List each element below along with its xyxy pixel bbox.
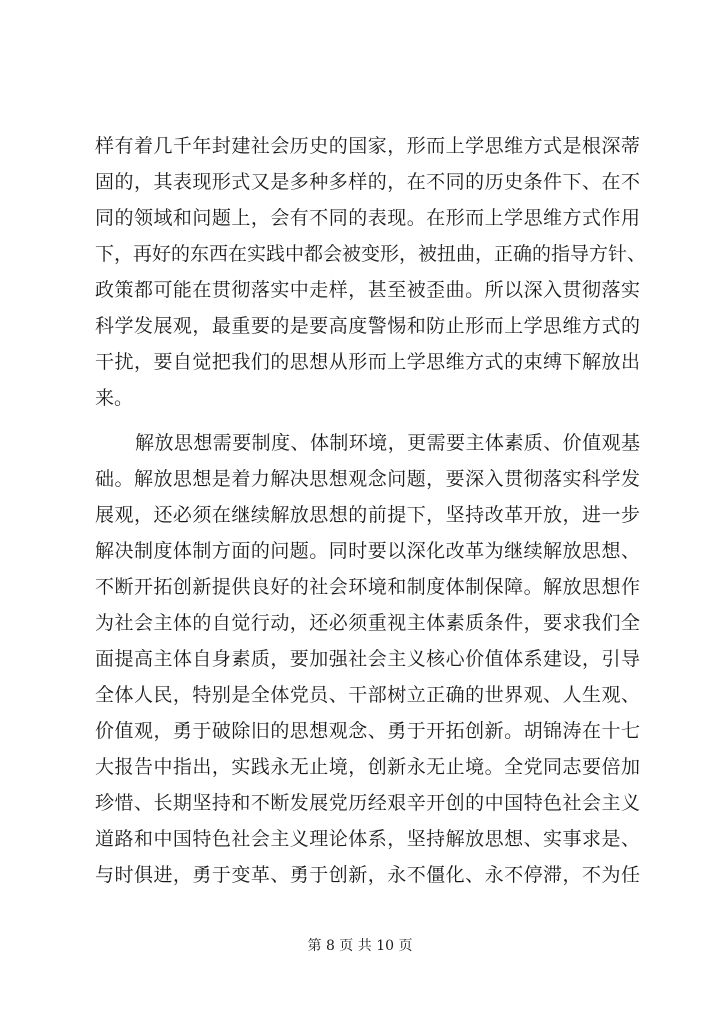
text-line: 展观，还必须在继续解放思想的前提下，坚持改革开放，进一步 xyxy=(95,504,640,526)
text-line: 道路和中国特色社会主义理论体系，坚持解放思想、实事求是、 xyxy=(95,828,640,850)
text-line: 干扰，要自觉把我们的思想从形而上学思维方式的束缚下解放出 xyxy=(95,351,640,373)
text-line: 下，再好的东西在实践中都会被变形，被扭曲，正确的指导方针、 xyxy=(95,243,647,265)
text-line: 与时俱进，勇于变革、勇于创新，永不僵化、永不停滞，不为任 xyxy=(95,864,640,886)
text-line: 样有着几千年封建社会历史的国家，形而上学思维方式是根深蒂 xyxy=(95,135,640,157)
text-line: 珍惜、长期坚持和不断发展党历经艰辛开创的中国特色社会主义 xyxy=(95,792,640,814)
text-line: 解决制度体制方面的问题。同时要以深化改革为继续解放思想、 xyxy=(95,540,640,562)
text-line: 科学发展观，最重要的是要高度警惕和防止形而上学思维方式的 xyxy=(95,315,640,337)
text-line: 大报告中指出，实践永无止境，创新永无止境。全党同志要倍加 xyxy=(95,756,640,778)
text-line: 价值观，勇于破除旧的思想观念、勇于开拓创新。胡锦涛在十七 xyxy=(95,720,640,742)
text-line: 来。 xyxy=(95,387,134,409)
text-line: 全体人民，特别是全体党员、干部树立正确的世界观、人生观、 xyxy=(95,684,640,706)
text-line: 为社会主体的自觉行动，还必须重视主体素质条件，要求我们全 xyxy=(95,612,640,634)
page-number-footer: 第 8 页 共 10 页 xyxy=(307,938,413,954)
text-line: 不断开拓创新提供良好的社会环境和制度体制保障。解放思想作 xyxy=(95,576,640,598)
text-line: 同的领域和问题上，会有不同的表现。在形而上学思维方式作用 xyxy=(95,207,640,229)
text-line: 政策都可能在贯彻落实中走样，甚至被歪曲。所以深入贯彻落实 xyxy=(95,279,640,301)
text-line: 解放思想需要制度、体制环境，更需要主体素质、价值观基 xyxy=(135,432,640,454)
text-line: 础。解放思想是着力解决思想观念问题，要深入贯彻落实科学发 xyxy=(95,468,640,490)
text-line: 面提高主体自身素质，要加强社会主义核心价值体系建设，引导 xyxy=(95,648,640,670)
text-line: 固的，其表现形式又是多种多样的，在不同的历史条件下、在不 xyxy=(95,171,640,193)
